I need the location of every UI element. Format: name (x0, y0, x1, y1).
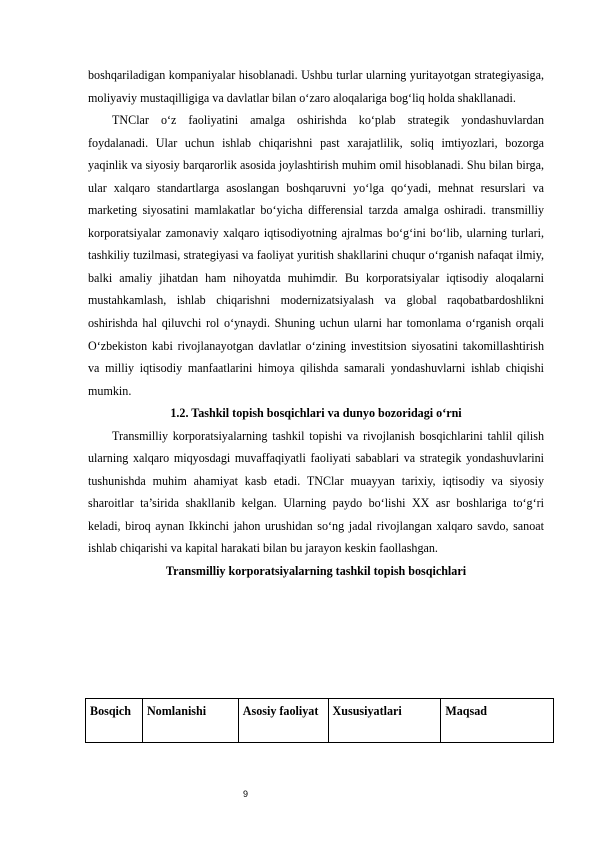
paragraph-2: TNClar o‘z faoliyatini amalga oshirishda ko‘plab strategik yondashuvlardan foydalanadi. Ular uchun ishlab chiqarishni past xarajatlilik, soliq imtiyozlari, bozorga yaqinlik va siyosiy barqarorlik asosida joylashtirish muhim omil hisoblanadi. Shu bilan birga, ular xalqaro standartlarga asoslangan boshqaruvni yo‘lga qo‘yadi, mehnat resurslari va marketing siyosatini mamlakatlar bo‘yicha differensial tarzda amalga oshiradi. transmilliy korporatsiyalar zamonaviy xalqaro iqtisodiyotning ajralmas bo‘g‘ini bo‘lib, ularning turlari, tashkiliy tuzilmasi, strategiyasi va faoliyat yuritish shakllarini chuqur o‘rganish nafaqat ilmiy, balki amaliy jihatdan ham nihoyatda muhimdir. Bu korporatsiyalar iqtisodiy aloqalarni mustahkamlash, ishlab chiqarishni modernizatsiyalash va global raqobatbardoshlikni oshirishda hal qiluvchi rol o‘ynaydi. Shuning uchun ularni har tomonlama o‘rganish orqali O‘zbekiston kabi rivojlanayotgan davlatlar o‘zining investitsion siyosatini takomillashtirish va milliy iqtisodiy manfaatlarini himoya qilishda samarali yondashuvlarni ishlab chiqishi mumkin. (88, 113, 544, 398)
col-header-goal: Maqsad (441, 699, 554, 743)
col-header-name: Nomlanishi (142, 699, 238, 743)
col-header-stage: Bosqich (86, 699, 143, 743)
col-header-features: Xususiyatlari (328, 699, 441, 743)
document-body (88, 64, 544, 583)
paragraph-1: boshqariladigan kompaniyalar hisoblanadi. Ushbu turlar ularning yuritayotgan strategiyasiga, moliyaviy mustaqilligiga va davlatlar bilan o‘zaro aloqalariga bog‘liq holda shakllanadi. (88, 68, 544, 105)
section-paragraph: Transmilliy korporatsiyalarning tashkil topishi va rivojlanish bosqichlarini tahlil qilish ularning xalqaro miqyosdagi muvaffaqiyatli faoliyati sabablari va strategik yondashuvlarini tushunishda muhim ahamiyat kasb etadi. TNClar muayyan tarixiy, iqtisodiy va siyosiy sharoitlar ta’sirida shakllanib kelgan. Ularning paydo bo‘lishi XX asr boshlariga to‘g‘ri keladi, biroq aynan Ikkinchi jahon urushidan so‘ng jadal rivojlangan xalqaro savdo, sanoat ishlab chiqarishi va kapital harakati bilan bu jarayon keskin faollashgan. (88, 428, 544, 556)
section-heading: 1.2. Tashkil topish bosqichlari va dunyo bozoridagi o‘rni (170, 406, 462, 421)
col-header-main-activity: Asosiy faoliyat (238, 699, 328, 743)
page-number: 9 (243, 789, 249, 799)
table-title: Transmilliy korporatsiyalarning tashkil topish bosqichlari (165, 564, 467, 579)
stages-table (85, 698, 554, 743)
table-header-row (86, 699, 554, 743)
